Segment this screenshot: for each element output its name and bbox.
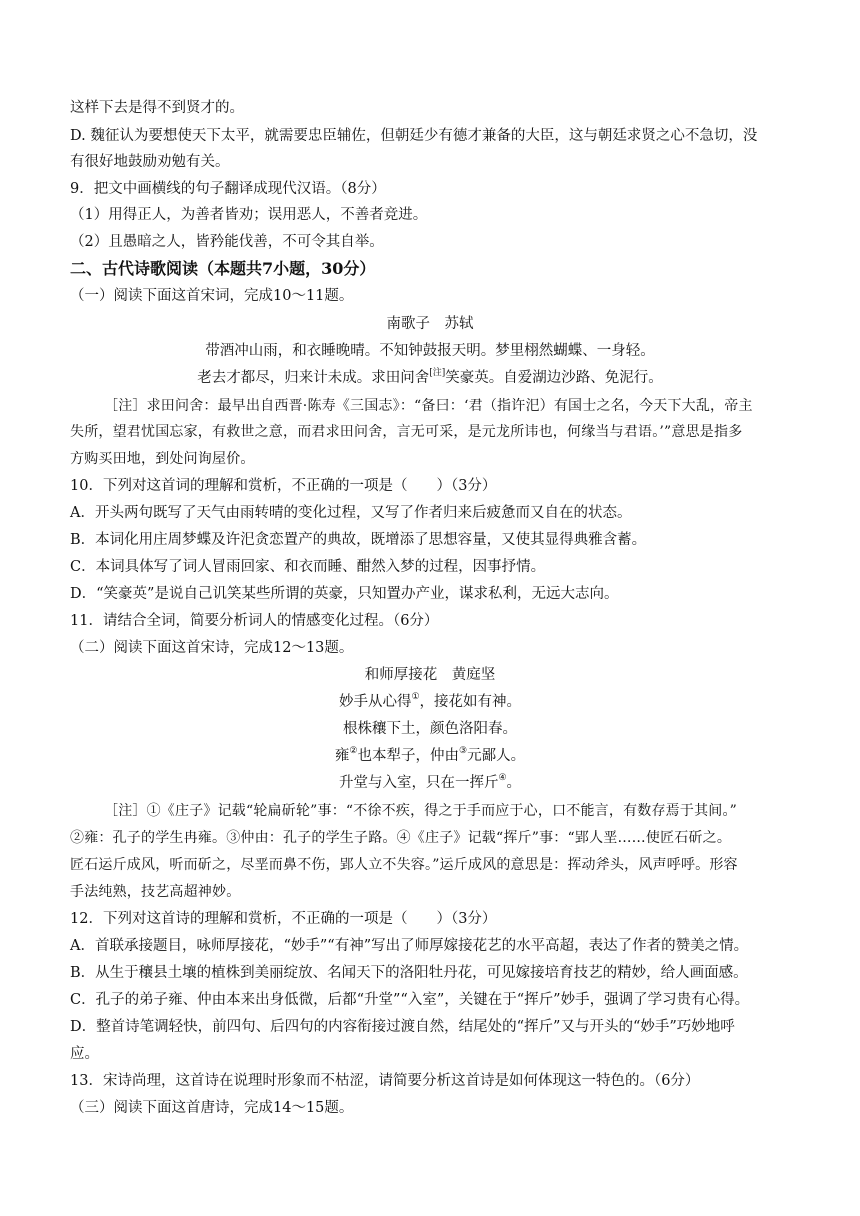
question-11: 11．请结合全词，简要分析词人的情感变化过程。（6分） [70,613,439,629]
question-13: 13．宋诗尚理，这首诗在说理时形象而不枯涩，请简要分析这首诗是如何体现这一特色的。（6分） [70,1073,700,1089]
poem-note-line-3: 匠石运斤成风，听而斫之，尽垩而鼻不伤，郢人立不失容。”运斤成风的意思是：挥动斧头，风声呼呼。形容 [70,857,738,873]
text-line: 这样下去是得不到贤才的。 [70,100,244,116]
question-12-option-c: C．孔子的弟子雍、仲由本来出身低微，后都“升堂”“入室”，关键在于“挥斤”妙手，强调了学习贵有心得。 [70,992,750,1008]
ci-title: 南歌子 苏轼 [386,316,474,332]
question-9: 9．把文中画横线的句子翻译成现代汉语。（8分） [70,181,386,197]
part-three-intro: （三）阅读下面这首唐诗，完成14～15题。 [70,1100,354,1116]
poem-title: 和师厚接花 黄庭坚 [364,667,496,683]
ci-note-line-2: 失所，望君忧国忘家，有救世之意，而君求田问舍，言无可采，是元龙所讳也，何缘当与君语。’”意思是指多 [70,424,743,440]
option-d-line-1: D. 魏征认为要想使天下太平，就需要忠臣辅佐，但朝廷少有德才兼备的大臣，这与朝廷求贤之心不急切，没 [70,128,758,144]
poem-line-3: 雍②也本犁子，仲由③元鄙人。 [334,746,526,764]
question-12-option-a: A．首联承接题目，咏师厚接花，“妙手”“有神”写出了师厚嫁接花艺的水平高超，表达了作者的赞美之情。 [70,938,749,954]
option-d-line-2: 有很好地鼓励劝勉有关。 [70,154,230,170]
question-9-part-1: （1）用得正人，为善者皆劝；误用恶人，不善者竞进。 [70,207,428,223]
question-12-option-b: B．从生于穰县土壤的植株到美丽绽放、名闻天下的洛阳牡丹花，可见嫁接培育技艺的精妙，给人画面感。 [70,965,748,981]
question-12-option-d-line-2: 应。 [70,1046,99,1062]
question-10-option-a: A．开头两句既写了天气由雨转晴的变化过程，又写了作者归来后疲惫而又自在的状态。 [70,505,632,521]
ci-line-1: 带酒冲山雨，和衣睡晚晴。不知钟鼓报天明。梦里栩然蝴蝶、一身轻。 [205,343,655,359]
question-12: 12．下列对这首诗的理解和赏析，不正确的一项是（ ）（3分） [70,911,497,927]
question-9-part-2: （2）且愚暗之人，皆矜能伐善，不可令其自举。 [70,234,384,250]
poem-line-4: 升堂与入室，只在一挥斤④。 [338,773,522,791]
ci-note-line-3: 方购买田地，到处问询屋价。 [70,451,255,467]
section-heading: 二、古代诗歌阅读（本题共7小题，30分） [70,259,376,278]
question-10-option-c: C．本词具体写了词人冒雨回家、和衣而睡、酣然入梦的过程，因事抒情。 [70,559,546,575]
poem-note-line-2: ②雍：孔子的学生冉雍。③仲由：孔子的学生子路。④《庄子》记载“挥斤”事：“郢人垩……使匠石斫之。 [70,830,732,846]
poem-line-2: 根株穰下土，颜色洛阳春。 [343,721,517,737]
question-10: 10．下列对这首词的理解和赏析，不正确的一项是（ ）（3分） [70,478,497,494]
question-10-option-b: B．本词化用庄周梦蝶及许汜贪恋置产的典故，既增添了思想容量，又使其显得典雅含蓄。 [70,532,647,548]
ci-line-2: 老去才都尽，归来计未成。求田问舍[注]笑豪英。自爱湖边沙路、免泥行。 [197,368,663,386]
poem-note-line-1: ［注］①《庄子》记载“轮扁斫轮”事：“不徐不疾，得之于手而应于心，口不能言，有数存焉于其间。” [104,803,738,819]
question-10-option-d: D．“笑豪英”是说自己讥笑某些所谓的英豪，只知置办产业，谋求私利，无远大志向。 [70,586,619,602]
poem-line-1: 妙手从心得①，接花如有神。 [338,692,522,710]
part-two-intro: （二）阅读下面这首宋诗，完成12～13题。 [70,640,354,656]
poem-note-line-4: 手法纯熟，技艺高超神妙。 [70,884,241,900]
part-one-intro: （一）阅读下面这首宋词，完成10～11题。 [70,288,354,304]
question-12-option-d-line-1: D．整首诗笔调轻快，前四句、后四句的内容衔接过渡自然，结尾处的“挥斤”又与开头的“妙手”巧妙地呼 [70,1019,735,1035]
ci-note-line-1: ［注］求田问舍：最早出自西晋·陈寿《三国志》：“备曰：‘君（指许汜）有国士之名，今天下大乱，帝主 [104,398,753,414]
